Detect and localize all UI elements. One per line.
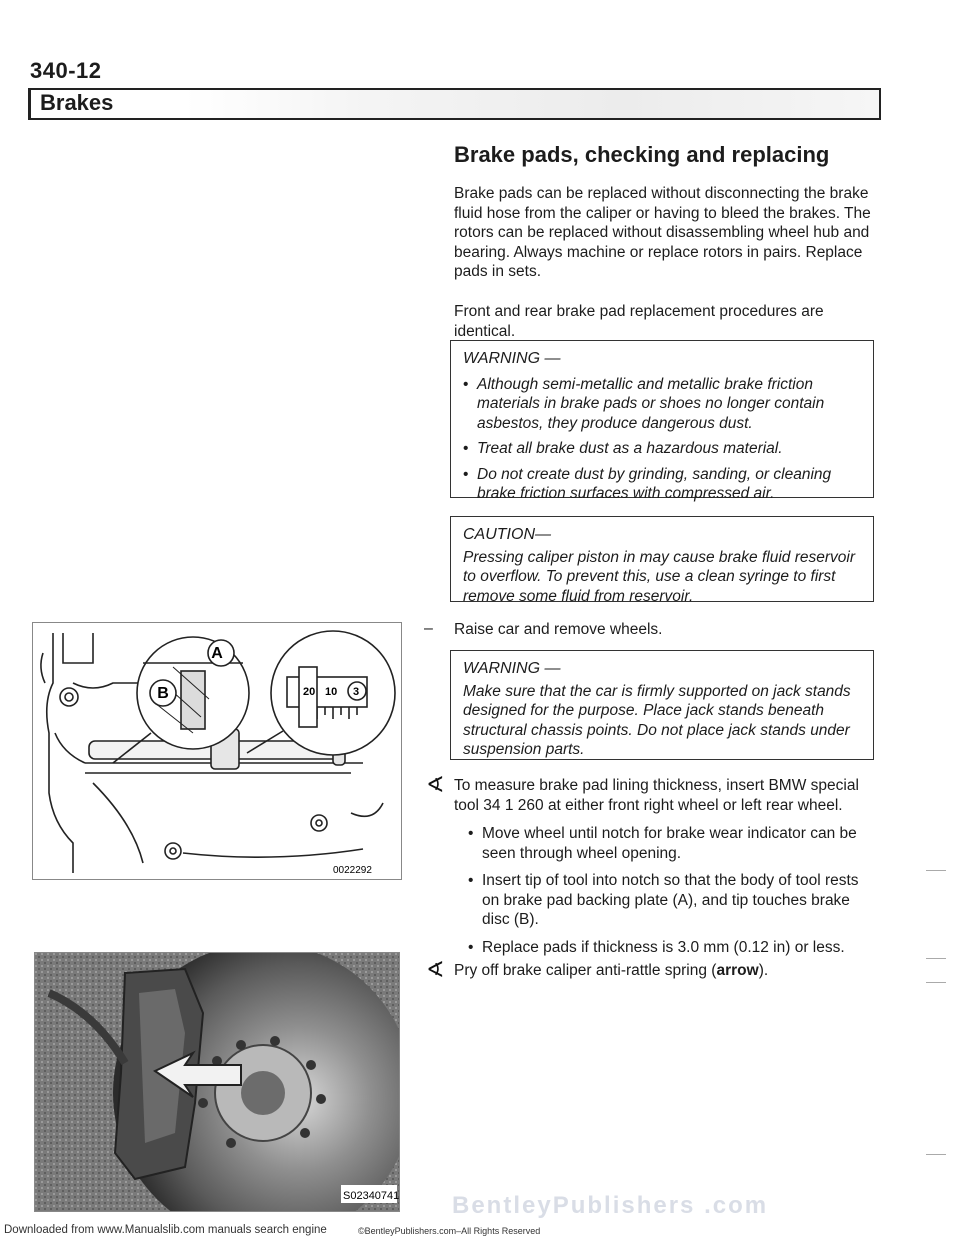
warning-list: [463, 375, 865, 504]
step-pry-spring: [454, 961, 768, 981]
measure-bullet: • Insert tip of tool into notch so that the body of tool rests on brake pad backing plate (A), and tip touches brake disc (B).: [468, 871, 878, 930]
figure-brake-tool-illustration: [32, 622, 402, 880]
watermark: BentleyPublishers .com: [452, 1192, 769, 1219]
figure-caliper-photo: [34, 952, 400, 1212]
brake-tool-drawing: [33, 623, 401, 879]
caution-box: [450, 516, 874, 605]
scale-label-3: 3: [353, 686, 360, 698]
page-heading: Brake pads, checking and replacing: [454, 142, 830, 167]
margin-mark: [926, 870, 946, 871]
label-a: A: [211, 645, 223, 662]
caution-title: CAUTION—: [463, 526, 551, 543]
step-pry-text-prefix: Pry off brake caliper anti-rattle spring (: [454, 962, 717, 979]
front-rear-paragraph: Front and rear brake pad replacement procedures are identical.: [454, 303, 824, 340]
warning-item: • Treat all brake dust as a hazardous material.: [463, 439, 865, 459]
step-dash: –: [424, 620, 433, 637]
warning2-text: Make sure that the car is firmly supported on jack stands designed for the purpose. Place jack stands beneath structural chassis points. Do not place jack stands under suspension parts.: [463, 682, 851, 758]
warning-item: • Do not create dust by grinding, sanding, or cleaning brake friction surfaces with compressed air.: [463, 465, 865, 504]
measure-bullet: • Replace pads if thickness is 3.0 mm (0.12 in) or less.: [468, 938, 878, 958]
margin-mark: [926, 1154, 946, 1155]
footer: [0, 1220, 960, 1242]
caliper-photo-drawing: [35, 953, 399, 1211]
page-number: 340-12: [30, 58, 102, 83]
warning-box-dust: [450, 340, 874, 502]
step-pry-text-suffix: ).: [758, 962, 769, 979]
footer-download-link[interactable]: Downloaded from www.Manualslib.com manuals search engine: [4, 1224, 327, 1236]
figure-code: S02340741: [343, 1190, 399, 1202]
measure-bullet: • Move wheel until notch for brake wear indicator can be seen through wheel opening.: [468, 824, 878, 863]
caution-text: Pressing caliper piston in may cause brake fluid reservoir to overflow. To prevent this, use a clean syringe to first remove some fluid from reservoir.: [463, 548, 855, 605]
figure-code: 0022292: [333, 865, 372, 876]
scale-label-20: 20: [303, 686, 316, 698]
margin-mark: [926, 982, 946, 983]
section-title: Brakes: [40, 90, 114, 115]
figure-pointer-icon: ∢: [426, 957, 445, 982]
warning-item: • Although semi-metallic and metallic brake friction materials in brake pads or shoes no longer contain asbestos, they produce dangerous dust.: [463, 375, 865, 434]
step-measure: To measure brake pad lining thickness, insert BMW special tool 34 1 260 at either front right wheel or left rear wheel.: [454, 777, 859, 814]
step-raise-car: Raise car and remove wheels.: [454, 621, 663, 638]
scale-label-10: 10: [325, 686, 338, 698]
warning2-title: WARNING —: [463, 660, 561, 677]
measure-bullets: [468, 824, 878, 965]
label-b: B: [157, 685, 169, 702]
intro-paragraph: Brake pads can be replaced without disconnecting the brake fluid hose from the caliper or having to bleed the brakes. The rotors can be replaced without disassembling wheel hub and bearing. Always machine or replace rotors in pairs. Replace pads in sets.: [454, 185, 871, 280]
section-header-bar: [28, 88, 881, 120]
warning-title: WARNING —: [463, 350, 561, 367]
figure-pointer-icon: ∢: [426, 772, 445, 797]
margin-mark: [926, 958, 946, 959]
step-pry-text-bold: arrow: [716, 962, 759, 979]
footer-copyright: ©BentleyPublishers.com–All Rights Reserved: [358, 1226, 541, 1236]
warning-box-jack: [450, 650, 874, 760]
